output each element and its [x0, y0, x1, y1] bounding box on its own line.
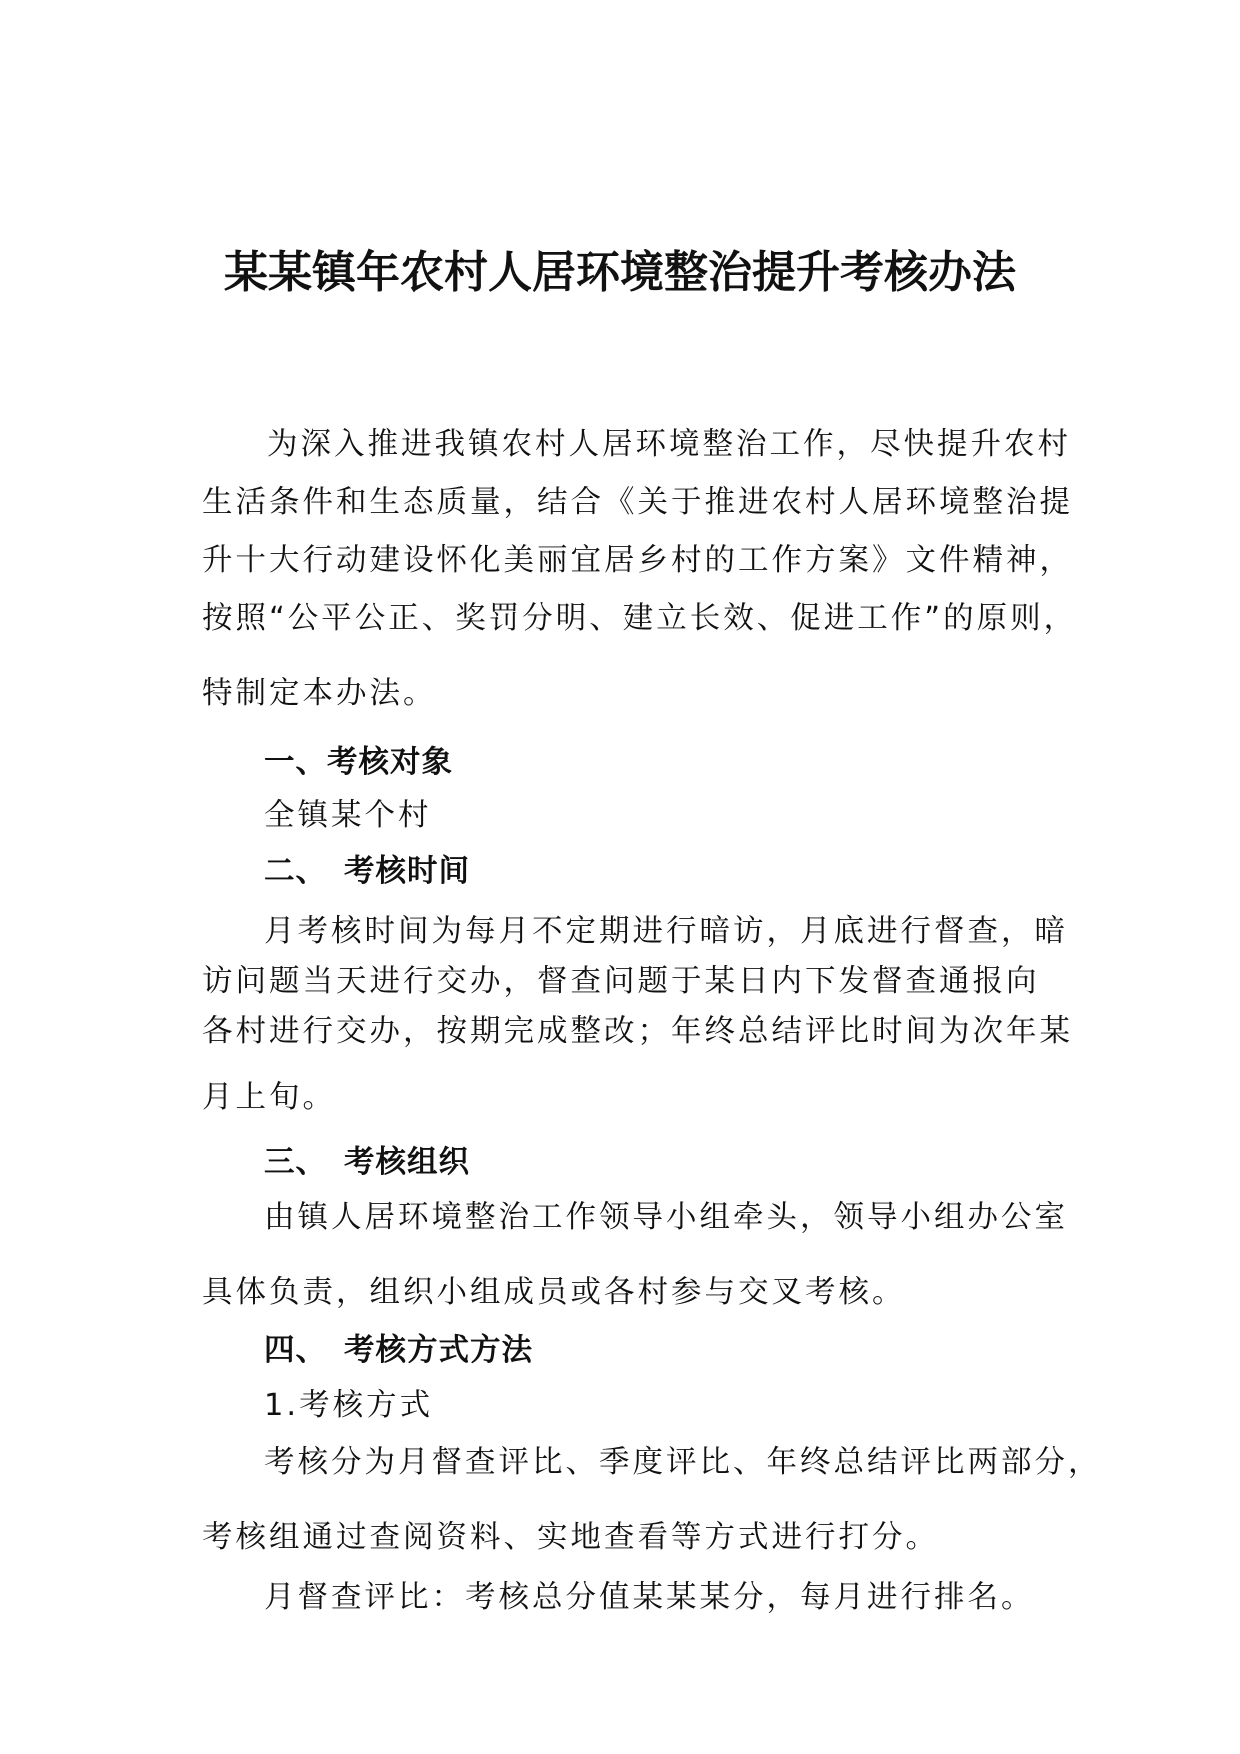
section-4-line-3: 考核组通过查阅资料、实地查看等方式进行打分。 [202, 1520, 939, 1555]
section-heading-4 [264, 1325, 533, 1369]
section-heading-1: 一、考核对象 [264, 745, 453, 780]
section-4-line-2: 考核分为月督查评比、季度评比、年终总结评比两部分， [264, 1445, 1102, 1480]
section-3-line-1: 由镇人居环境整治工作领导小组牵头，领导小组办公室 [264, 1200, 1068, 1235]
section-1-line-1: 全镇某个村 [264, 798, 432, 833]
section-2-line-4: 月上旬。 [202, 1080, 336, 1115]
section-4-line-1: 1.考核方式 [264, 1388, 434, 1423]
section-3-line-2: 具体负责，组织小组成员或各村参与交叉考核。 [202, 1275, 906, 1310]
section-heading-3 [264, 1137, 470, 1181]
section-4-line-4: 月督查评比：考核总分值某某某分，每月进行排名。 [264, 1580, 1035, 1615]
section-2-line-3: 各村进行交办，按期完成整改；年终总结评比时间为次年某 [202, 1014, 1073, 1049]
intro-paragraph: 为深入推进我镇农村人居环境整治工作，尽快提升农村生活条件和生态质量，结合《关于推进农村人居环境整治提升十大行动建设怀化美丽宜居乡村的工作方案》文件精神，按照“公平公正、奖罚分明、建立长效、促进工作”的原则， [202, 427, 1078, 636]
section-3-number: 三、 [264, 1145, 327, 1180]
document-title: 某某镇年农村人居环境整治提升考核办法 [224, 247, 1016, 298]
section-2-label: 考核时间 [344, 854, 470, 889]
section-3-label: 考核组织 [344, 1145, 470, 1180]
section-2-number: 二、 [264, 854, 327, 889]
section-2-line-2: 访问题当天进行交办，督查问题于某日内下发督查通报向 [202, 964, 1040, 999]
intro-tail: 特制定本办法。 [202, 676, 437, 711]
section-4-label: 考核方式方法 [344, 1333, 533, 1368]
section-2-line-1: 月考核时间为每月不定期进行暗访，月底进行督查，暗 [264, 914, 1068, 949]
section-heading-2 [264, 846, 470, 890]
section-4-number: 四、 [264, 1333, 327, 1368]
